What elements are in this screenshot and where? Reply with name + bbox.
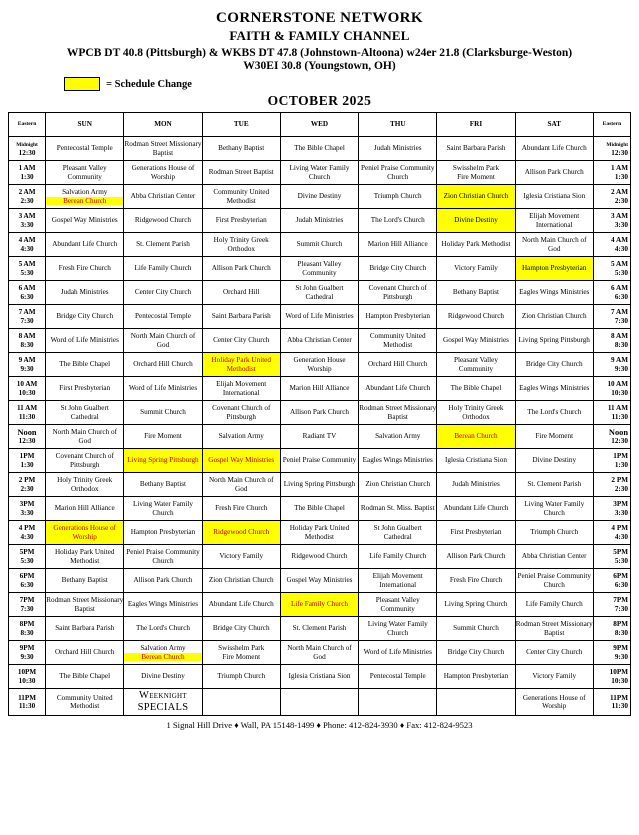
schedule-cell[interactable]: Fresh Fire Church xyxy=(437,569,515,593)
time-label-left: 7 AM 7:30 xyxy=(9,305,46,329)
schedule-cell[interactable]: Bethany Baptist xyxy=(437,281,515,305)
schedule-row xyxy=(9,329,631,353)
schedule-cell[interactable]: St. Clement Parish xyxy=(515,473,593,497)
schedule-cell[interactable]: Divine Destiny xyxy=(515,449,593,473)
time-label-right: 1 AM 1:30 xyxy=(593,161,630,185)
schedule-cell[interactable]: Center City Church xyxy=(515,641,593,665)
schedule-cell[interactable]: North Main Church of God xyxy=(46,425,124,449)
time-label-right: 3 AM 3:30 xyxy=(593,209,630,233)
schedule-cell[interactable]: Marion Hill Alliance xyxy=(46,497,124,521)
time-label-right: 11 AM 11:30 xyxy=(593,401,630,425)
schedule-cell[interactable]: Divine Destiny xyxy=(124,665,202,689)
time-label-left: 6 AM 6:30 xyxy=(9,281,46,305)
time-label-right: 10 AM 10:30 xyxy=(593,377,630,401)
schedule-row xyxy=(9,401,631,425)
schedule-cell[interactable]: Hampton Presbyterian xyxy=(124,521,202,545)
schedule-cell[interactable]: First Presbyterian xyxy=(437,521,515,545)
schedule-cell[interactable]: Gospel Way Ministries xyxy=(46,209,124,233)
time-label-left: 4 PM 4:30 xyxy=(9,521,46,545)
schedule-cell[interactable]: Saint Barbara Parish xyxy=(202,305,280,329)
time-label-left: 5 AM 5:30 xyxy=(9,257,46,281)
schedule-cell[interactable]: Living Water Family Church xyxy=(359,617,437,641)
time-label-left: 11PM 11:30 xyxy=(9,689,46,716)
schedule-cell[interactable] xyxy=(359,689,437,716)
schedule-cell[interactable] xyxy=(437,689,515,716)
stations-line-1: WPCB DT 40.8 (Pittsburgh) & WKBS DT 47.8 (Johnstown-Altoona) w24er 21.8 (Clarksburge-Weston) xyxy=(66,47,573,59)
schedule-cell[interactable]: Abundant Life Church xyxy=(46,233,124,257)
schedule-cell[interactable]: Bethany Baptist xyxy=(124,473,202,497)
schedule-cell[interactable]: Orchard Hill Church xyxy=(359,353,437,377)
schedule-row xyxy=(9,497,631,521)
schedule-cell[interactable]: Ridgewood Church xyxy=(202,521,280,545)
schedule-row xyxy=(9,425,631,449)
col-header-fri: FRI xyxy=(437,113,515,137)
time-label-left: 7PM 7:30 xyxy=(9,593,46,617)
schedule-cell[interactable]: Divine Destiny xyxy=(280,185,358,209)
schedule-row xyxy=(9,569,631,593)
schedule-cell[interactable]: North Main Church of God xyxy=(280,641,358,665)
schedule-cell[interactable]: The Bible Chapel xyxy=(46,665,124,689)
time-label-right: 8 AM 8:30 xyxy=(593,329,630,353)
time-label-left: 5PM 5:30 xyxy=(9,545,46,569)
schedule-cell[interactable]: The Bible Chapel xyxy=(46,353,124,377)
schedule-cell[interactable]: Elijah Movement International xyxy=(515,209,593,233)
col-header-eastern-left: Eastern xyxy=(9,113,46,137)
schedule-cell[interactable]: Fresh Fire Church xyxy=(202,497,280,521)
schedule-cell[interactable]: Iglesia Cristiana Sion xyxy=(437,449,515,473)
schedule-cell[interactable]: Abba Christian Center xyxy=(280,329,358,353)
schedule-cell[interactable]: North Main Church of God xyxy=(124,329,202,353)
schedule-cell[interactable]: Allison Park Church xyxy=(515,161,593,185)
schedule-cell[interactable]: Summit Church xyxy=(124,401,202,425)
schedule-cell[interactable]: Living Water Family Church xyxy=(515,497,593,521)
schedule-cell[interactable]: Weeknight SPECIALS xyxy=(124,689,202,716)
schedule-cell[interactable]: Zion Christian Church xyxy=(515,305,593,329)
schedule-cell[interactable]: Rodman Street Missionary Baptist xyxy=(359,401,437,425)
schedule-cell[interactable]: Bridge City Church xyxy=(202,617,280,641)
schedule-table xyxy=(8,112,631,716)
schedule-cell[interactable]: Rodman Street Missionary Baptist xyxy=(515,617,593,641)
schedule-cell[interactable]: Word of Life Ministries xyxy=(280,305,358,329)
schedule-row xyxy=(9,665,631,689)
schedule-cell[interactable]: Saint Barbara Parish xyxy=(46,617,124,641)
schedule-cell[interactable]: Salvation Army Berean Church xyxy=(46,185,124,209)
schedule-cell[interactable]: Life Family Church xyxy=(124,257,202,281)
time-label-right: 6 AM 6:30 xyxy=(593,281,630,305)
schedule-cell[interactable]: Judah Ministries xyxy=(437,473,515,497)
time-label-left: 1 AM 1:30 xyxy=(9,161,46,185)
schedule-cell[interactable]: Zion Christian Church xyxy=(202,569,280,593)
schedule-cell[interactable]: Generation House Worship xyxy=(280,353,358,377)
schedule-cell[interactable]: Pleasant Valley Community xyxy=(280,257,358,281)
schedule-cell[interactable]: Peniel Praise Community Church xyxy=(359,161,437,185)
schedule-cell[interactable]: Holiday Park United Methodist xyxy=(280,521,358,545)
schedule-cell[interactable]: Holy Trinity Greek Orthodox xyxy=(202,233,280,257)
schedule-row xyxy=(9,545,631,569)
schedule-cell[interactable]: Zion Christian Church xyxy=(437,185,515,209)
time-label-left: 1PM 1:30 xyxy=(9,449,46,473)
schedule-row xyxy=(9,353,631,377)
schedule-cell[interactable]: Fresh Fire Church xyxy=(46,257,124,281)
schedule-cell[interactable]: Community United Methodist xyxy=(202,185,280,209)
schedule-cell[interactable]: Ridgewood Church xyxy=(124,209,202,233)
schedule-cell[interactable]: The Lord's Church xyxy=(124,617,202,641)
schedule-cell[interactable]: Center City Church xyxy=(124,281,202,305)
document-header xyxy=(8,10,631,72)
time-label-right: 4 PM 4:30 xyxy=(593,521,630,545)
schedule-cell[interactable]: Generations House of Worship xyxy=(515,689,593,716)
schedule-cell[interactable]: Eagles Wings Ministries xyxy=(359,449,437,473)
schedule-row xyxy=(9,281,631,305)
schedule-cell[interactable]: Bethany Baptist xyxy=(202,137,280,161)
time-label-left: 6PM 6:30 xyxy=(9,569,46,593)
schedule-cell[interactable]: Triumph Church xyxy=(515,521,593,545)
schedule-cell[interactable]: Salvation Army xyxy=(359,425,437,449)
schedule-cell[interactable]: St John Gualbert Cathedral xyxy=(46,401,124,425)
schedule-cell[interactable]: Living Spring Pittsburgh xyxy=(515,329,593,353)
schedule-cell[interactable]: St John Gualbert Cathedral xyxy=(359,521,437,545)
schedule-cell[interactable]: Ridgewood Church xyxy=(437,305,515,329)
network-name: CORNERSTONE NETWORK xyxy=(216,10,423,26)
schedule-row xyxy=(9,593,631,617)
schedule-cell[interactable]: Word of Life Ministries xyxy=(124,377,202,401)
time-label-right: 2 PM 2:30 xyxy=(593,473,630,497)
col-header-tue: TUE xyxy=(202,113,280,137)
schedule-cell[interactable]: Rodman Street Missionary Baptist xyxy=(124,137,202,161)
col-header-sat: SAT xyxy=(515,113,593,137)
schedule-cell[interactable]: Gospel Way Ministries xyxy=(280,569,358,593)
schedule-cell[interactable]: North Main Church of God xyxy=(515,233,593,257)
schedule-cell[interactable]: Triumph Church xyxy=(359,185,437,209)
time-label-left: 8 AM 8:30 xyxy=(9,329,46,353)
schedule-cell[interactable]: Allison Park Church xyxy=(437,545,515,569)
schedule-cell[interactable]: Elijah Movement International xyxy=(359,569,437,593)
month-title: OCTOBER 2025 xyxy=(267,93,372,108)
stations-line-2: W30EI 30.8 (Youngstown, OH) xyxy=(243,60,396,72)
schedule-cell[interactable]: The Lord's Church xyxy=(359,209,437,233)
time-label-right: 6PM 6:30 xyxy=(593,569,630,593)
schedule-cell[interactable]: St John Gualbert Cathedral xyxy=(280,281,358,305)
time-label-right: Noon 12:30 xyxy=(593,425,630,449)
schedule-cell[interactable]: Abba Christian Center xyxy=(124,185,202,209)
schedule-cell[interactable]: Saint Barbara Parish xyxy=(437,137,515,161)
schedule-cell[interactable]: Salvation Army Berean Church xyxy=(124,641,202,665)
schedule-cell[interactable]: Radiant TV xyxy=(280,425,358,449)
time-label-left: 2 PM 2:30 xyxy=(9,473,46,497)
time-label-left: 10 AM 10:30 xyxy=(9,377,46,401)
schedule-cell[interactable]: Fire Moment xyxy=(124,425,202,449)
schedule-cell[interactable]: Bridge City Church xyxy=(46,305,124,329)
schedule-cell[interactable]: Bridge City Church xyxy=(359,257,437,281)
schedule-cell[interactable]: Community United Methodist xyxy=(359,329,437,353)
schedule-cell[interactable]: Iglesia Cristiana Sion xyxy=(280,665,358,689)
time-label-left: 9 AM 9:30 xyxy=(9,353,46,377)
schedule-cell[interactable]: Berean Church xyxy=(437,425,515,449)
schedule-cell[interactable]: Rodman Street Baptist xyxy=(202,161,280,185)
schedule-cell[interactable]: Holiday Park Methodist xyxy=(437,233,515,257)
schedule-cell[interactable]: St. Clement Parish xyxy=(124,233,202,257)
time-label-right: 7PM 7:30 xyxy=(593,593,630,617)
schedule-row xyxy=(9,233,631,257)
time-label-left: Midnight 12:30 xyxy=(9,137,46,161)
schedule-cell[interactable]: Living Spring Pittsburgh xyxy=(280,473,358,497)
schedule-cell[interactable]: Pleasant Valley Community xyxy=(46,161,124,185)
schedule-cell[interactable]: Ridgewood Church xyxy=(280,545,358,569)
schedule-row xyxy=(9,209,631,233)
schedule-cell[interactable]: Judah Ministries xyxy=(359,137,437,161)
schedule-row xyxy=(9,185,631,209)
time-label-right: 2 AM 2:30 xyxy=(593,185,630,209)
schedule-cell[interactable]: Divine Destiny xyxy=(437,209,515,233)
time-label-right: 7 AM 7:30 xyxy=(593,305,630,329)
schedule-cell[interactable]: Orchard Hill Church xyxy=(46,641,124,665)
schedule-cell[interactable]: Orchard Hill xyxy=(202,281,280,305)
schedule-cell[interactable]: Marion Hill Alliance xyxy=(359,233,437,257)
schedule-cell[interactable]: Allison Park Church xyxy=(280,401,358,425)
legend-label: = Schedule Change xyxy=(106,78,192,90)
col-header-mon: MON xyxy=(124,113,202,137)
schedule-cell[interactable] xyxy=(280,689,358,716)
schedule-cell[interactable]: Orchard Hill Church xyxy=(124,353,202,377)
schedule-cell[interactable]: Holiday Park United Methodist xyxy=(202,353,280,377)
schedule-cell[interactable]: The Bible Chapel xyxy=(280,497,358,521)
schedule-cell[interactable]: Life Family Church xyxy=(359,545,437,569)
col-header-sun: SUN xyxy=(46,113,124,137)
schedule-cell[interactable]: Gospel Way Ministries xyxy=(437,329,515,353)
schedule-cell[interactable]: Rodman St. Miss. Baptist xyxy=(359,497,437,521)
time-label-left: 3 AM 3:30 xyxy=(9,209,46,233)
schedule-cell[interactable]: The Bible Chapel xyxy=(437,377,515,401)
time-label-right: 3PM 3:30 xyxy=(593,497,630,521)
schedule-cell[interactable]: St. Clement Parish xyxy=(280,617,358,641)
schedule-row xyxy=(9,305,631,329)
schedule-cell[interactable]: Eagles Wings Ministries xyxy=(124,593,202,617)
schedule-row xyxy=(9,449,631,473)
schedule-cell[interactable]: Life Family Church xyxy=(280,593,358,617)
schedule-cell[interactable]: Bethany Baptist xyxy=(46,569,124,593)
schedule-cell[interactable]: Holy Trinity Greek Orthodox xyxy=(437,401,515,425)
schedule-cell[interactable]: Peniel Praise Community Church xyxy=(124,545,202,569)
schedule-cell[interactable]: Abba Christian Center xyxy=(515,545,593,569)
schedule-cell[interactable]: Eagles Wings Ministries xyxy=(515,377,593,401)
schedule-cell[interactable]: Hampton Presbyterian xyxy=(515,257,593,281)
schedule-row xyxy=(9,377,631,401)
col-header-eastern-right: Eastern xyxy=(593,113,630,137)
schedule-cell[interactable]: Living Spring Church xyxy=(437,593,515,617)
schedule-cell[interactable]: Pleasant Valley Community xyxy=(437,353,515,377)
schedule-cell[interactable]: Abundant Life Church xyxy=(359,377,437,401)
schedule-cell[interactable]: Victory Family xyxy=(437,257,515,281)
schedule-cell[interactable]: First Presbyterian xyxy=(46,377,124,401)
schedule-cell[interactable]: Triumph Church xyxy=(202,665,280,689)
time-label-right: 11PM 11:30 xyxy=(593,689,630,716)
time-label-right: 9PM 9:30 xyxy=(593,641,630,665)
schedule-cell[interactable]: Holy Trinity Greek Orthodox xyxy=(46,473,124,497)
schedule-cell[interactable]: Fire Moment xyxy=(515,425,593,449)
schedule-cell[interactable]: Abundant Life Church xyxy=(515,137,593,161)
schedule-cell[interactable]: Marion Hill Alliance xyxy=(280,377,358,401)
schedule-row xyxy=(9,137,631,161)
time-label-left: 11 AM 11:30 xyxy=(9,401,46,425)
schedule-cell[interactable]: Swisshelm Park Fire Moment xyxy=(202,641,280,665)
schedule-cell[interactable]: Covenant Church of Pittsburgh xyxy=(46,449,124,473)
schedule-cell[interactable]: Pentecostal Temple xyxy=(124,305,202,329)
time-label-left: 3PM 3:30 xyxy=(9,497,46,521)
schedule-cell[interactable]: Living Water Family Church xyxy=(280,161,358,185)
schedule-row xyxy=(9,689,631,716)
schedule-cell[interactable]: Abundant Life Church xyxy=(202,593,280,617)
schedule-cell[interactable]: Judah Ministries xyxy=(280,209,358,233)
time-label-right: 1PM 1:30 xyxy=(593,449,630,473)
time-label-right: 5PM 5:30 xyxy=(593,545,630,569)
schedule-cell[interactable]: Pentecostal Temple xyxy=(359,665,437,689)
schedule-cell[interactable]: Bridge City Church xyxy=(437,641,515,665)
schedule-cell[interactable]: Salvation Army xyxy=(202,425,280,449)
schedule-row xyxy=(9,161,631,185)
schedule-cell[interactable]: Allison Park Church xyxy=(124,569,202,593)
time-label-right: 10PM 10:30 xyxy=(593,665,630,689)
legend xyxy=(64,77,631,91)
schedule-cell[interactable]: Living Water Family Church xyxy=(124,497,202,521)
schedule-row xyxy=(9,521,631,545)
schedule-cell[interactable]: Hampton Presbyterian xyxy=(437,665,515,689)
schedule-cell[interactable]: Elijah Movement International xyxy=(202,377,280,401)
schedule-cell[interactable]: Zion Christian Church xyxy=(359,473,437,497)
schedule-cell[interactable]: Victory Family xyxy=(515,665,593,689)
schedule-cell[interactable]: Pleasant Valley Community xyxy=(359,593,437,617)
schedule-cell[interactable]: Victory Family xyxy=(202,545,280,569)
col-header-thu: THU xyxy=(359,113,437,137)
schedule-cell[interactable]: Peniel Praise Community xyxy=(280,449,358,473)
time-label-left: Noon 12:30 xyxy=(9,425,46,449)
schedule-cell[interactable]: Covenant Church of Pittsburgh xyxy=(359,281,437,305)
time-label-right: 5 AM 5:30 xyxy=(593,257,630,281)
footer-contact: 1 Signal Hill Drive ♦ Wall, PA 15148-1499 ♦ Phone: 412-824-3930 ♦ Fax: 412-824-9523 xyxy=(166,719,473,730)
schedule-cell[interactable]: The Bible Chapel xyxy=(280,137,358,161)
schedule-cell[interactable]: Abundant Life Church xyxy=(437,497,515,521)
schedule-row xyxy=(9,617,631,641)
schedule-cell[interactable]: Summit Church xyxy=(280,233,358,257)
schedule-cell[interactable]: The Lord's Church xyxy=(515,401,593,425)
time-label-right: 9 AM 9:30 xyxy=(593,353,630,377)
schedule-cell[interactable]: Community United Methodist xyxy=(46,689,124,716)
schedule-cell[interactable]: Word of Life Ministries xyxy=(46,329,124,353)
time-label-left: 10PM 10:30 xyxy=(9,665,46,689)
time-label-left: 8PM 8:30 xyxy=(9,617,46,641)
schedule-cell[interactable]: Hampton Presbyterian xyxy=(359,305,437,329)
schedule-cell[interactable]: Swisshelm Park Fire Moment xyxy=(437,161,515,185)
schedule-cell[interactable]: Bridge City Church xyxy=(515,353,593,377)
legend-swatch xyxy=(64,77,100,91)
schedule-cell[interactable]: Summit Church xyxy=(437,617,515,641)
time-label-left: 2 AM 2:30 xyxy=(9,185,46,209)
schedule-cell[interactable]: Generations House of Worship xyxy=(46,521,124,545)
schedule-cell[interactable]: Judah Ministries xyxy=(46,281,124,305)
schedule-cell[interactable]: Gospel Way Ministries xyxy=(202,449,280,473)
table-header-row xyxy=(9,113,631,137)
schedule-cell[interactable]: Life Family Church xyxy=(515,593,593,617)
schedule-cell[interactable]: Iglesia Cristiana Sion xyxy=(515,185,593,209)
schedule-cell[interactable]: Holiday Park United Methodist xyxy=(46,545,124,569)
time-label-left: 4 AM 4:30 xyxy=(9,233,46,257)
schedule-cell[interactable]: Allison Park Church xyxy=(202,257,280,281)
schedule-cell[interactable]: Peniel Praise Community Church xyxy=(515,569,593,593)
schedule-cell[interactable]: Generations House of Worship xyxy=(124,161,202,185)
schedule-row xyxy=(9,641,631,665)
time-label-left: 9PM 9:30 xyxy=(9,641,46,665)
channel-name: FAITH & FAMILY CHANNEL xyxy=(229,28,410,43)
schedule-cell[interactable]: Rodman Street Missionary Baptist xyxy=(46,593,124,617)
time-label-right: 4 AM 4:30 xyxy=(593,233,630,257)
time-label-right: Midnight 12:30 xyxy=(593,137,630,161)
schedule-cell[interactable]: Center City Church xyxy=(202,329,280,353)
schedule-cell[interactable]: Word of Life Ministries xyxy=(359,641,437,665)
schedule-cell[interactable]: First Presbyterian xyxy=(202,209,280,233)
schedule-cell[interactable]: Pentecostal Temple xyxy=(46,137,124,161)
schedule-row xyxy=(9,257,631,281)
schedule-row xyxy=(9,473,631,497)
schedule-cell[interactable]: Covenant Church of Pittsburgh xyxy=(202,401,280,425)
col-header-wed: WED xyxy=(280,113,358,137)
schedule-cell[interactable]: North Main Church of God xyxy=(202,473,280,497)
schedule-cell[interactable] xyxy=(202,689,280,716)
schedule-cell[interactable]: Eagles Wings Ministries xyxy=(515,281,593,305)
time-label-right: 8PM 8:30 xyxy=(593,617,630,641)
schedule-cell[interactable]: Living Spring Pittsburgh xyxy=(124,449,202,473)
